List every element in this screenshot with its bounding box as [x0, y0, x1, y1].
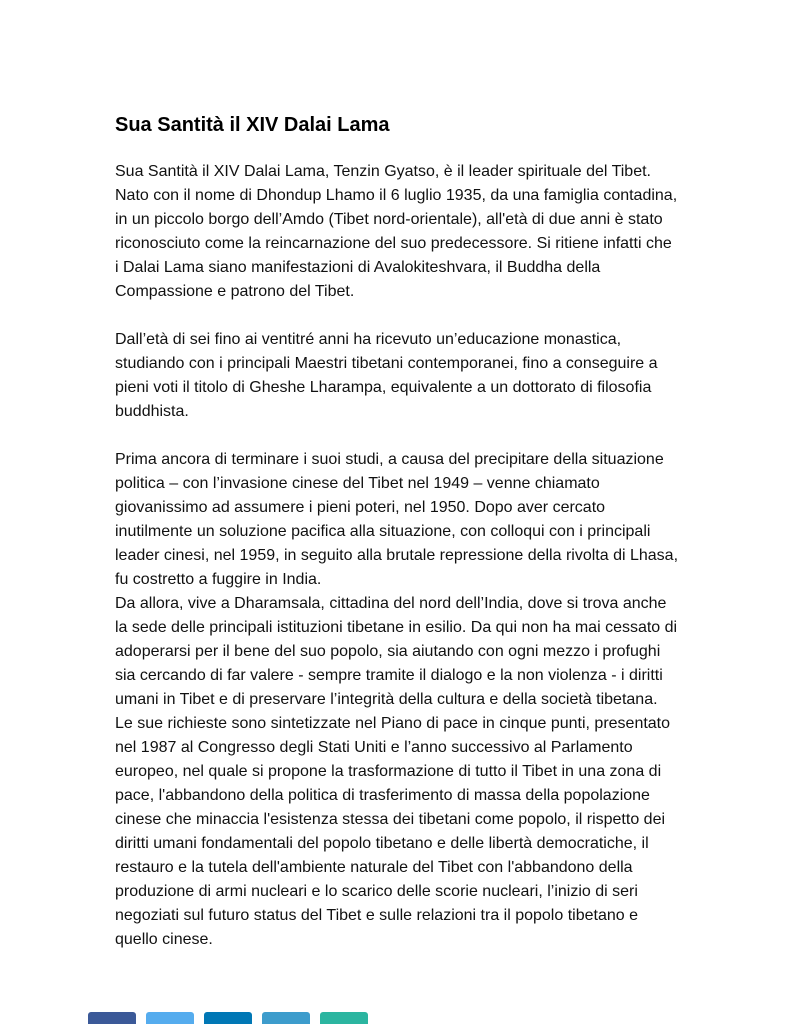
- share-button-3[interactable]: [204, 1012, 252, 1024]
- share-button-5[interactable]: [320, 1012, 368, 1024]
- share-buttons-row: [88, 1012, 368, 1024]
- share-button-1[interactable]: [88, 1012, 136, 1024]
- document-content: [115, 112, 678, 976]
- paragraph-3-continued: Da allora, vive a Dharamsala, cittadina del nord dell’India, dove si trova anche la sede delle principali istituzioni tibetane in esilio. Da qui non ha mai cessato di adoperarsi per il bene del suo popolo, sia aiutando con ogni mezzo i profughi sia cercando di far valere - sempre tramite il dialogo e la non violenza - i diritti umani in Tibet e di preservare l’integrità della cultura e della società tibetana. Le sue richieste sono sintetizzate nel Piano di pace in cinque punti, presentato nel 1987 al Congresso degli Stati Uniti e l’anno successivo al Parlamento europeo, nel quale si propone la trasformazione di tutto il Tibet in una zona di pace, l'abbandono della politica di trasferimento di massa della popolazione cinese che minaccia l'esistenza stessa dei tibetani come popolo, il rispetto dei diritti umani fondamentali del popolo tibetano e delle libertà democratiche, il restauro e la tutela dell'ambiente naturale del Tibet con l'abbandono della produzione di armi nucleari e lo scarico delle scorie nucleari, l’inizio di seri negoziati sul futuro status del Tibet e sulle relazioni tra il popolo tibetano e quello cinese.: [115, 595, 678, 948]
- share-button-4[interactable]: [262, 1012, 310, 1024]
- paragraph-2: Dall’età di sei fino ai ventitré anni ha ricevuto un’educazione monastica, studiando con i principali Maestri tibetani contemporanei, fino a conseguire a pieni voti il titolo di Gheshe Lharampa, equivalente a un dottorato di filosofia buddhista.: [115, 331, 658, 420]
- document-title: Sua Santità il XIV Dalai Lama: [115, 114, 390, 136]
- paragraph-3: Prima ancora di terminare i suoi studi, a causa del precipitare della situazione politica – con l’invasione cinese del Tibet nel 1949 – venne chiamato giovanissimo ad assumere i pieni poteri, nel 1950. Dopo aver cercato inutilmente un soluzione pacifica alla situazione, con colloqui con i principali leader cinesi, nel 1959, in seguito alla brutale repressione della rivolta di Lhasa, fu costretto a fuggire in India.: [115, 451, 679, 588]
- share-button-2[interactable]: [146, 1012, 194, 1024]
- paragraph-1: Sua Santità il XIV Dalai Lama, Tenzin Gyatso, è il leader spirituale del Tibet. Nato con il nome di Dhondup Lhamo il 6 luglio 1935, da una famiglia contadina, in un piccolo borgo dell’Amdo (Tibet nord-orientale), all'età di due anni è stato riconosciuto come la reincarnazione del suo predecessore. Si ritiene infatti che i Dalai Lama siano manifestazioni di Avalokiteshvara, il Buddha della Compassione e patrono del Tibet.: [115, 163, 678, 300]
